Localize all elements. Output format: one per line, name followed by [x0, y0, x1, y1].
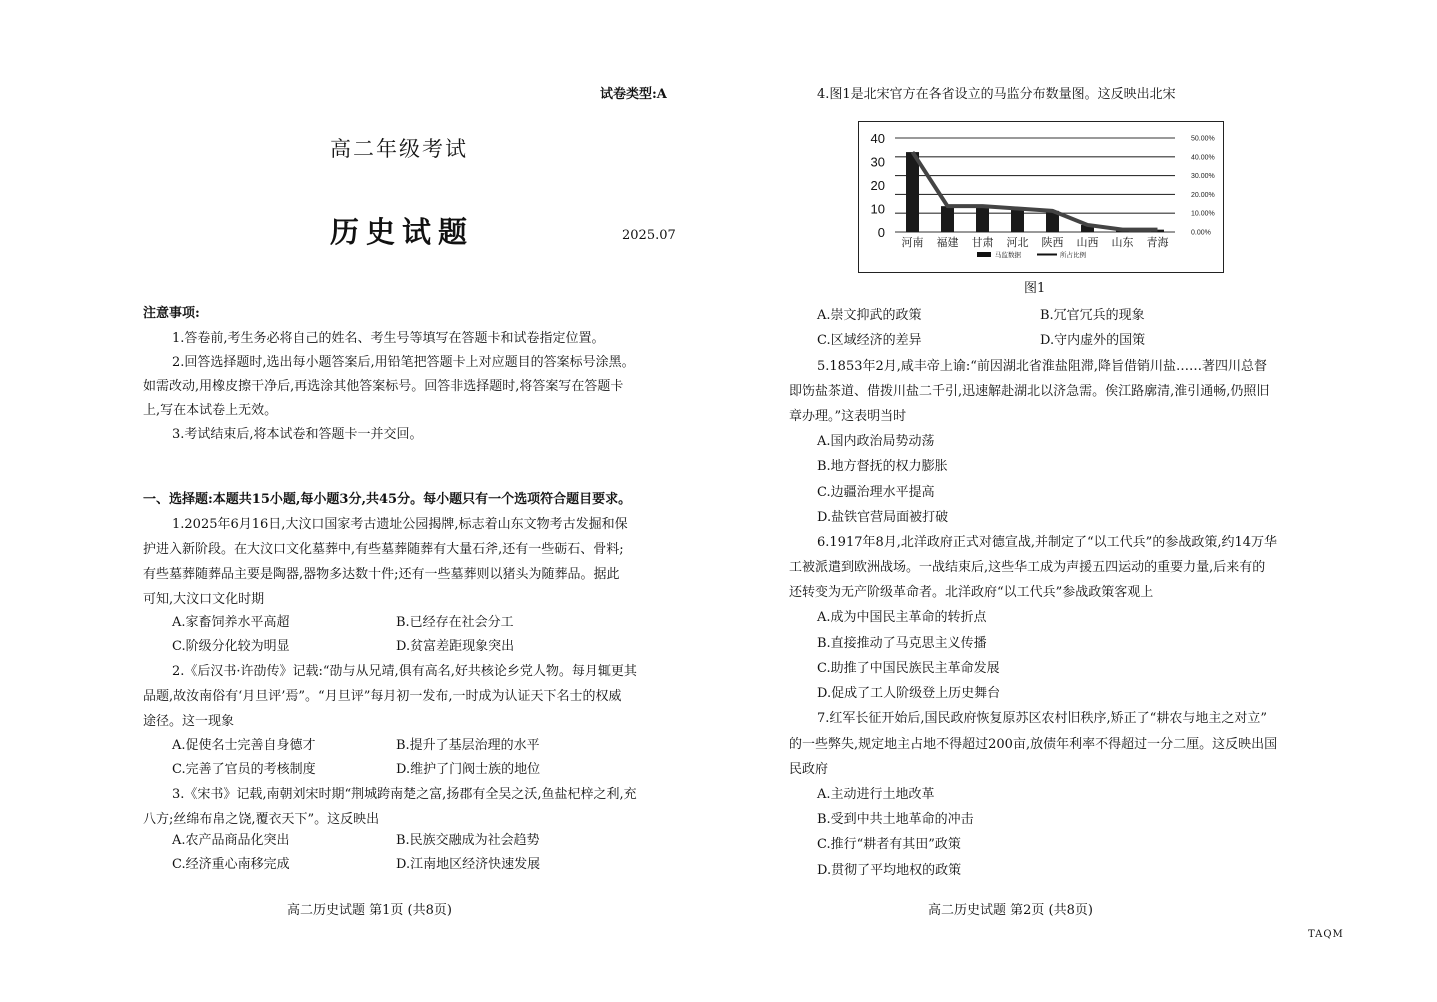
x-axis-tick-label: 山西 [1076, 236, 1099, 249]
right-axis-tick-label: 30.00% [1191, 173, 1215, 181]
question-1-line: 护进入新阶段。在大汶口文化墓葬中,有些墓葬随葬有大量石斧,还有一些砺石、骨料; [143, 542, 624, 557]
right-axis-tick-label: 0.00% [1191, 229, 1211, 237]
q2-option-c: C.完善了官员的考核制度 [172, 762, 316, 777]
question-7-line: 民政府 [789, 762, 829, 777]
left-axis-tick-label: 10 [870, 201, 885, 217]
question-2-line: 途径。这一现象 [143, 714, 235, 729]
q7-option-c: C.推行“耕者有其田”政策 [817, 837, 961, 852]
q2-option-d: D.维护了门阀士族的地位 [396, 762, 541, 777]
q2-option-a: A.促使名士完善自身德才 [172, 738, 316, 753]
notice-line: 3.考试结束后,将本试卷和答题卡一并交回。 [172, 427, 423, 442]
question-3-line: 八方;丝绵布帛之饶,覆衣天下”。这反映出 [143, 812, 380, 827]
right-page-footer: 高二历史试题 第2页 (共8页) [928, 903, 1093, 918]
x-axis-tick-label: 河南 [901, 236, 924, 249]
x-axis-tick-label: 陕西 [1041, 236, 1064, 249]
x-axis-tick-label: 甘肃 [971, 236, 994, 249]
x-axis-tick-label: 福建 [936, 236, 959, 249]
question-5-line: 5.1853年2月,咸丰帝上谕:“前因湖北省淮盐阻滞,降旨借销川盐……著四川总督 [817, 359, 1268, 374]
q2-option-b: B.提升了基层治理的水平 [396, 738, 540, 753]
exam-date: 2025.07 [622, 228, 676, 243]
question-6-line: 工被派遣到欧洲战场。一战结束后,这些华工成为声援五四运动的重要力量,后来有的 [789, 560, 1266, 575]
legend-bar-label: 马监数据 [995, 251, 1021, 259]
question-5-line: 章办理。”这表明当时 [789, 409, 907, 424]
q6-option-d: D.促成了工人阶级登上历史舞台 [817, 686, 1001, 701]
question-6-line: 还转变为无产阶级革命者。北洋政府“以工代兵”参战政策客观上 [789, 585, 1154, 600]
q5-option-b: B.地方督抚的权力膨胀 [817, 459, 948, 474]
q4-option-d: D.守内虚外的国策 [1040, 333, 1146, 348]
x-axis-tick-label: 山东 [1111, 236, 1134, 249]
notice-heading: 注意事项: [143, 306, 200, 321]
left-axis-tick-label: 30 [870, 154, 885, 170]
chart-svg [859, 122, 1223, 272]
left-axis-tick-label: 40 [870, 131, 885, 146]
question-4-line: 4.图1是北宋官方在各省设立的马监分布数量图。这反映出北宋 [817, 87, 1176, 102]
q4-option-b: B.冗官冗兵的现象 [1040, 308, 1145, 323]
question-7-line: 7.红军长征开始后,国民政府恢复原苏区农村旧秩序,矫正了“耕农与地主之对立” [817, 711, 1267, 726]
q3-option-c: C.经济重心南移完成 [172, 857, 290, 872]
left-axis-tick-label: 20 [870, 178, 885, 193]
right-axis-tick-label: 50.00% [1191, 135, 1215, 143]
subject-title: 历史试题 [330, 215, 475, 249]
horse-farm-chart [858, 121, 1224, 273]
question-7-line: 的一些弊失,规定地主占地不得超过200亩,放债年利率不得超过一分二厘。这反映出国 [789, 737, 1278, 752]
legend-line-label: 所占比例 [1060, 251, 1086, 259]
grade-title: 高二年级考试 [330, 137, 468, 161]
section-heading: 一、选择题:本题共15小题,每小题3分,共45分。每小题只有一个选项符合题目要求。 [143, 492, 632, 507]
question-3-line: 3.《宋书》记载,南朝刘宋时期“荆城跨南楚之富,扬郡有全吴之沃,鱼盐杞梓之利,充 [172, 787, 637, 802]
q4-option-c: C.区域经济的差异 [817, 333, 922, 348]
q7-option-a: A.主动进行土地改革 [817, 787, 935, 802]
notice-line: 2.回答选择题时,选出每小题答案后,用铅笔把答题卡上对应题目的答案标号涂黑。 [172, 355, 635, 370]
q3-option-d: D.江南地区经济快速发展 [396, 857, 541, 872]
q4-option-a: A.崇文抑武的政策 [817, 308, 922, 323]
q3-option-a: A.农产品商品化突出 [172, 833, 290, 848]
question-2-line: 2.《后汉书·许劭传》记载:“劭与从兄靖,俱有高名,好共核论乡党人物。每月辄更其 [172, 664, 637, 679]
q5-option-d: D.盐铁官营局面被打破 [817, 510, 949, 525]
q1-option-a: A.家畜饲养水平高超 [172, 615, 290, 630]
right-axis-tick-label: 10.00% [1191, 210, 1215, 218]
q1-option-d: D.贫富差距现象突出 [396, 639, 515, 654]
q5-option-a: A.国内政治局势动荡 [817, 434, 935, 449]
q5-option-c: C.边疆治理水平提高 [817, 485, 935, 500]
left-axis-tick-label: 0 [877, 225, 885, 240]
q3-option-b: B.民族交融成为社会趋势 [396, 833, 540, 848]
q7-option-b: B.受到中共土地革命的冲击 [817, 812, 974, 827]
paper-type: 试卷类型:A [600, 87, 667, 102]
notice-line: 如需改动,用橡皮擦干净后,再选涂其他答案标号。回答非选择题时,将答案写在答题卡 [143, 379, 624, 394]
question-5-line: 即饬盐茶道、借拨川盐二千引,迅速解赴湖北以济急需。俟江路廓清,淮引通畅,仍照旧 [789, 384, 1270, 399]
notice-line: 上,写在本试卷上无效。 [143, 403, 278, 418]
right-axis-tick-label: 40.00% [1191, 154, 1215, 162]
chart-bar [1011, 209, 1024, 233]
chart-bar [906, 152, 919, 232]
q1-option-b: B.已经存在社会分工 [396, 615, 514, 630]
question-2-line: 品题,故汝南俗有‘月旦评’焉”。“月旦评”每月初一发布,一时成为认证天下名士的权威 [143, 689, 622, 704]
left-page-footer: 高二历史试题 第1页 (共8页) [287, 903, 452, 918]
q6-option-a: A.成为中国民主革命的转折点 [817, 610, 987, 625]
q1-option-c: C.阶级分化较为明显 [172, 639, 290, 654]
q6-option-c: C.助推了中国民族民主革命发展 [817, 661, 1000, 676]
legend-bar-swatch [977, 252, 991, 257]
x-axis-tick-label: 河北 [1006, 236, 1029, 249]
chart-bar [976, 206, 989, 232]
corner-mark: TAQM [1308, 929, 1344, 940]
chart-bar [941, 206, 954, 232]
question-6-line: 6.1917年8月,北洋政府正式对德宣战,并制定了“以工代兵”的参战政策,约14万华 [817, 535, 1277, 550]
figure-caption: 图1 [1024, 281, 1046, 296]
question-1-line: 有些墓葬随葬品主要是陶器,器物多达数十件;还有一些墓葬则以猪头为随葬品。据此 [143, 567, 620, 582]
notice-line: 1.答卷前,考生务必将自己的姓名、考生号等填写在答题卡和试卷指定位置。 [172, 331, 605, 346]
q7-option-d: D.贯彻了平均地权的政策 [817, 863, 962, 878]
question-1-line: 1.2025年6月16日,大汶口国家考古遗址公园揭牌,标志着山东文物考古发掘和保 [172, 517, 628, 532]
x-axis-tick-label: 青海 [1146, 236, 1169, 249]
q6-option-b: B.直接推动了马克思主义传播 [817, 636, 987, 651]
right-axis-tick-label: 20.00% [1191, 191, 1215, 199]
question-1-line: 可知,大汶口文化时期 [143, 592, 265, 607]
